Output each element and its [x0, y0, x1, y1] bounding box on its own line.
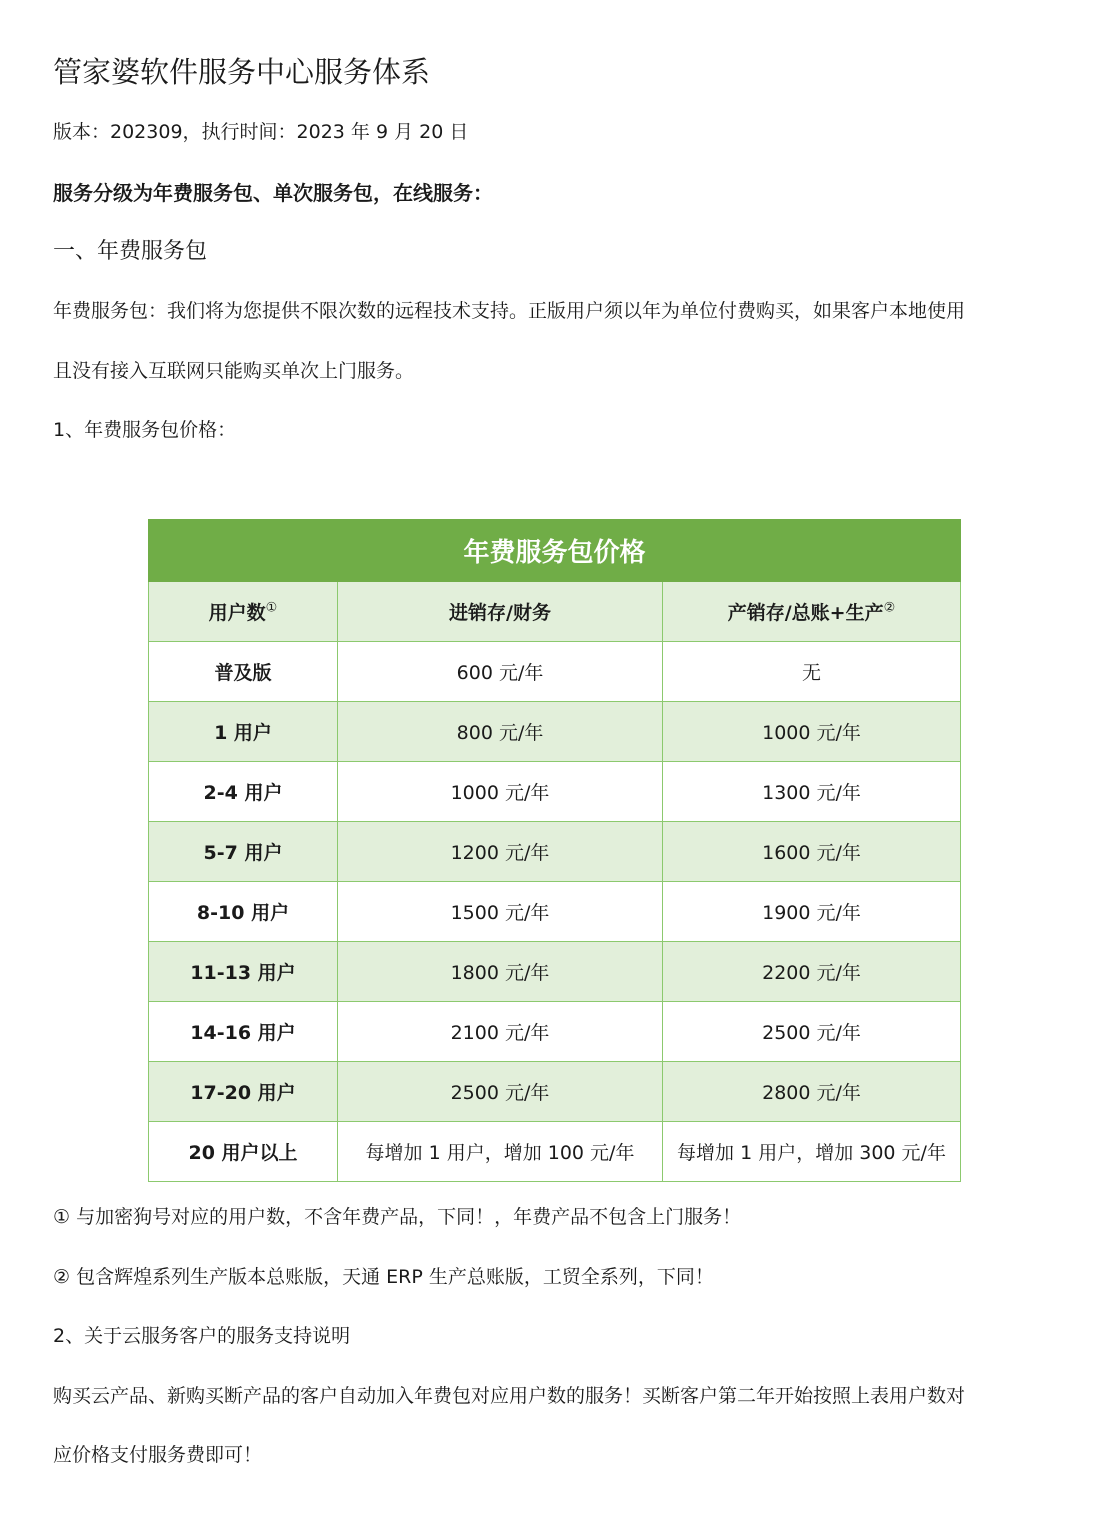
table-row	[149, 762, 961, 822]
table-row	[149, 882, 961, 942]
row-label: 20 用户以上	[149, 1122, 338, 1182]
jxc-price: 1200 元/年	[338, 822, 663, 882]
price-table	[148, 519, 961, 1182]
section1-heading: 一、年费服务包	[53, 239, 208, 264]
cxc-price: 每增加 1 用户，增加 300 元/年	[663, 1122, 961, 1182]
footnote-1: ① 与加密狗号对应的用户数，不含年费产品，下同！，年费产品不包含上门服务！	[53, 1206, 742, 1228]
header-users-label: 用户数	[208, 602, 266, 624]
row-label: 1 用户	[149, 702, 338, 762]
cxc-price: 无	[663, 642, 961, 702]
table-caption-row	[149, 520, 961, 582]
table-row	[149, 642, 961, 702]
price-subheading: 1、年费服务包价格：	[53, 419, 237, 441]
version-line: 版本：202309，执行时间：2023 年 9 月 20 日	[53, 121, 469, 143]
cxc-price: 2200 元/年	[663, 942, 961, 1002]
table-row	[149, 702, 961, 762]
header-jxc: 进销存/财务	[338, 582, 663, 642]
row-label: 8-10 用户	[149, 882, 338, 942]
cxc-price: 1900 元/年	[663, 882, 961, 942]
jxc-price: 1800 元/年	[338, 942, 663, 1002]
table-row	[149, 1002, 961, 1062]
row-label: 17-20 用户	[149, 1062, 338, 1122]
table-row	[149, 942, 961, 1002]
cxc-price: 1300 元/年	[663, 762, 961, 822]
row-label: 2-4 用户	[149, 762, 338, 822]
jxc-price: 2100 元/年	[338, 1002, 663, 1062]
cxc-price: 2500 元/年	[663, 1002, 961, 1062]
cxc-price: 1600 元/年	[663, 822, 961, 882]
footnote-mark-1: ①	[265, 600, 278, 616]
row-label: 14-16 用户	[149, 1002, 338, 1062]
jxc-price: 600 元/年	[338, 642, 663, 702]
section1-paragraph-line1: 年费服务包：我们将为您提供不限次数的远程技术支持。正版用户须以年为单位付费购买，如果客户本地使用	[53, 300, 966, 322]
cloud-paragraph-line2: 应价格支付服务费即可！	[53, 1444, 263, 1466]
footnote-mark-2: ②	[883, 600, 896, 616]
tiers-heading: 服务分级为年费服务包、单次服务包，在线服务：	[53, 181, 493, 205]
footnote-2: ② 包含辉煌系列生产版本总账版，天通 ERP 生产总账版，工贸全系列，下同！	[53, 1266, 714, 1288]
table-row	[149, 1122, 961, 1182]
jxc-price: 1500 元/年	[338, 882, 663, 942]
jxc-price: 2500 元/年	[338, 1062, 663, 1122]
cloud-subheading: 2、关于云服务客户的服务支持说明	[53, 1325, 351, 1347]
header-users	[149, 582, 338, 642]
page-title: 管家婆软件服务中心服务体系	[53, 55, 431, 89]
jxc-price: 每增加 1 用户，增加 100 元/年	[338, 1122, 663, 1182]
cxc-price: 2800 元/年	[663, 1062, 961, 1122]
row-label: 5-7 用户	[149, 822, 338, 882]
jxc-price: 800 元/年	[338, 702, 663, 762]
table-row	[149, 822, 961, 882]
table-caption: 年费服务包价格	[149, 520, 961, 582]
row-label: 11-13 用户	[149, 942, 338, 1002]
table-row	[149, 1062, 961, 1122]
cloud-paragraph-line1: 购买云产品、新购买断产品的客户自动加入年费包对应用户数的服务！买断客户第二年开始按照上表用户数对	[53, 1385, 966, 1407]
section1-paragraph-line2: 且没有接入互联网只能购买单次上门服务。	[53, 360, 415, 382]
header-cxc	[663, 582, 961, 642]
table-header-row	[149, 582, 961, 642]
cxc-price: 1000 元/年	[663, 702, 961, 762]
header-cxc-label: 产销存/总账+生产	[727, 602, 884, 624]
row-label: 普及版	[149, 642, 338, 702]
jxc-price: 1000 元/年	[338, 762, 663, 822]
